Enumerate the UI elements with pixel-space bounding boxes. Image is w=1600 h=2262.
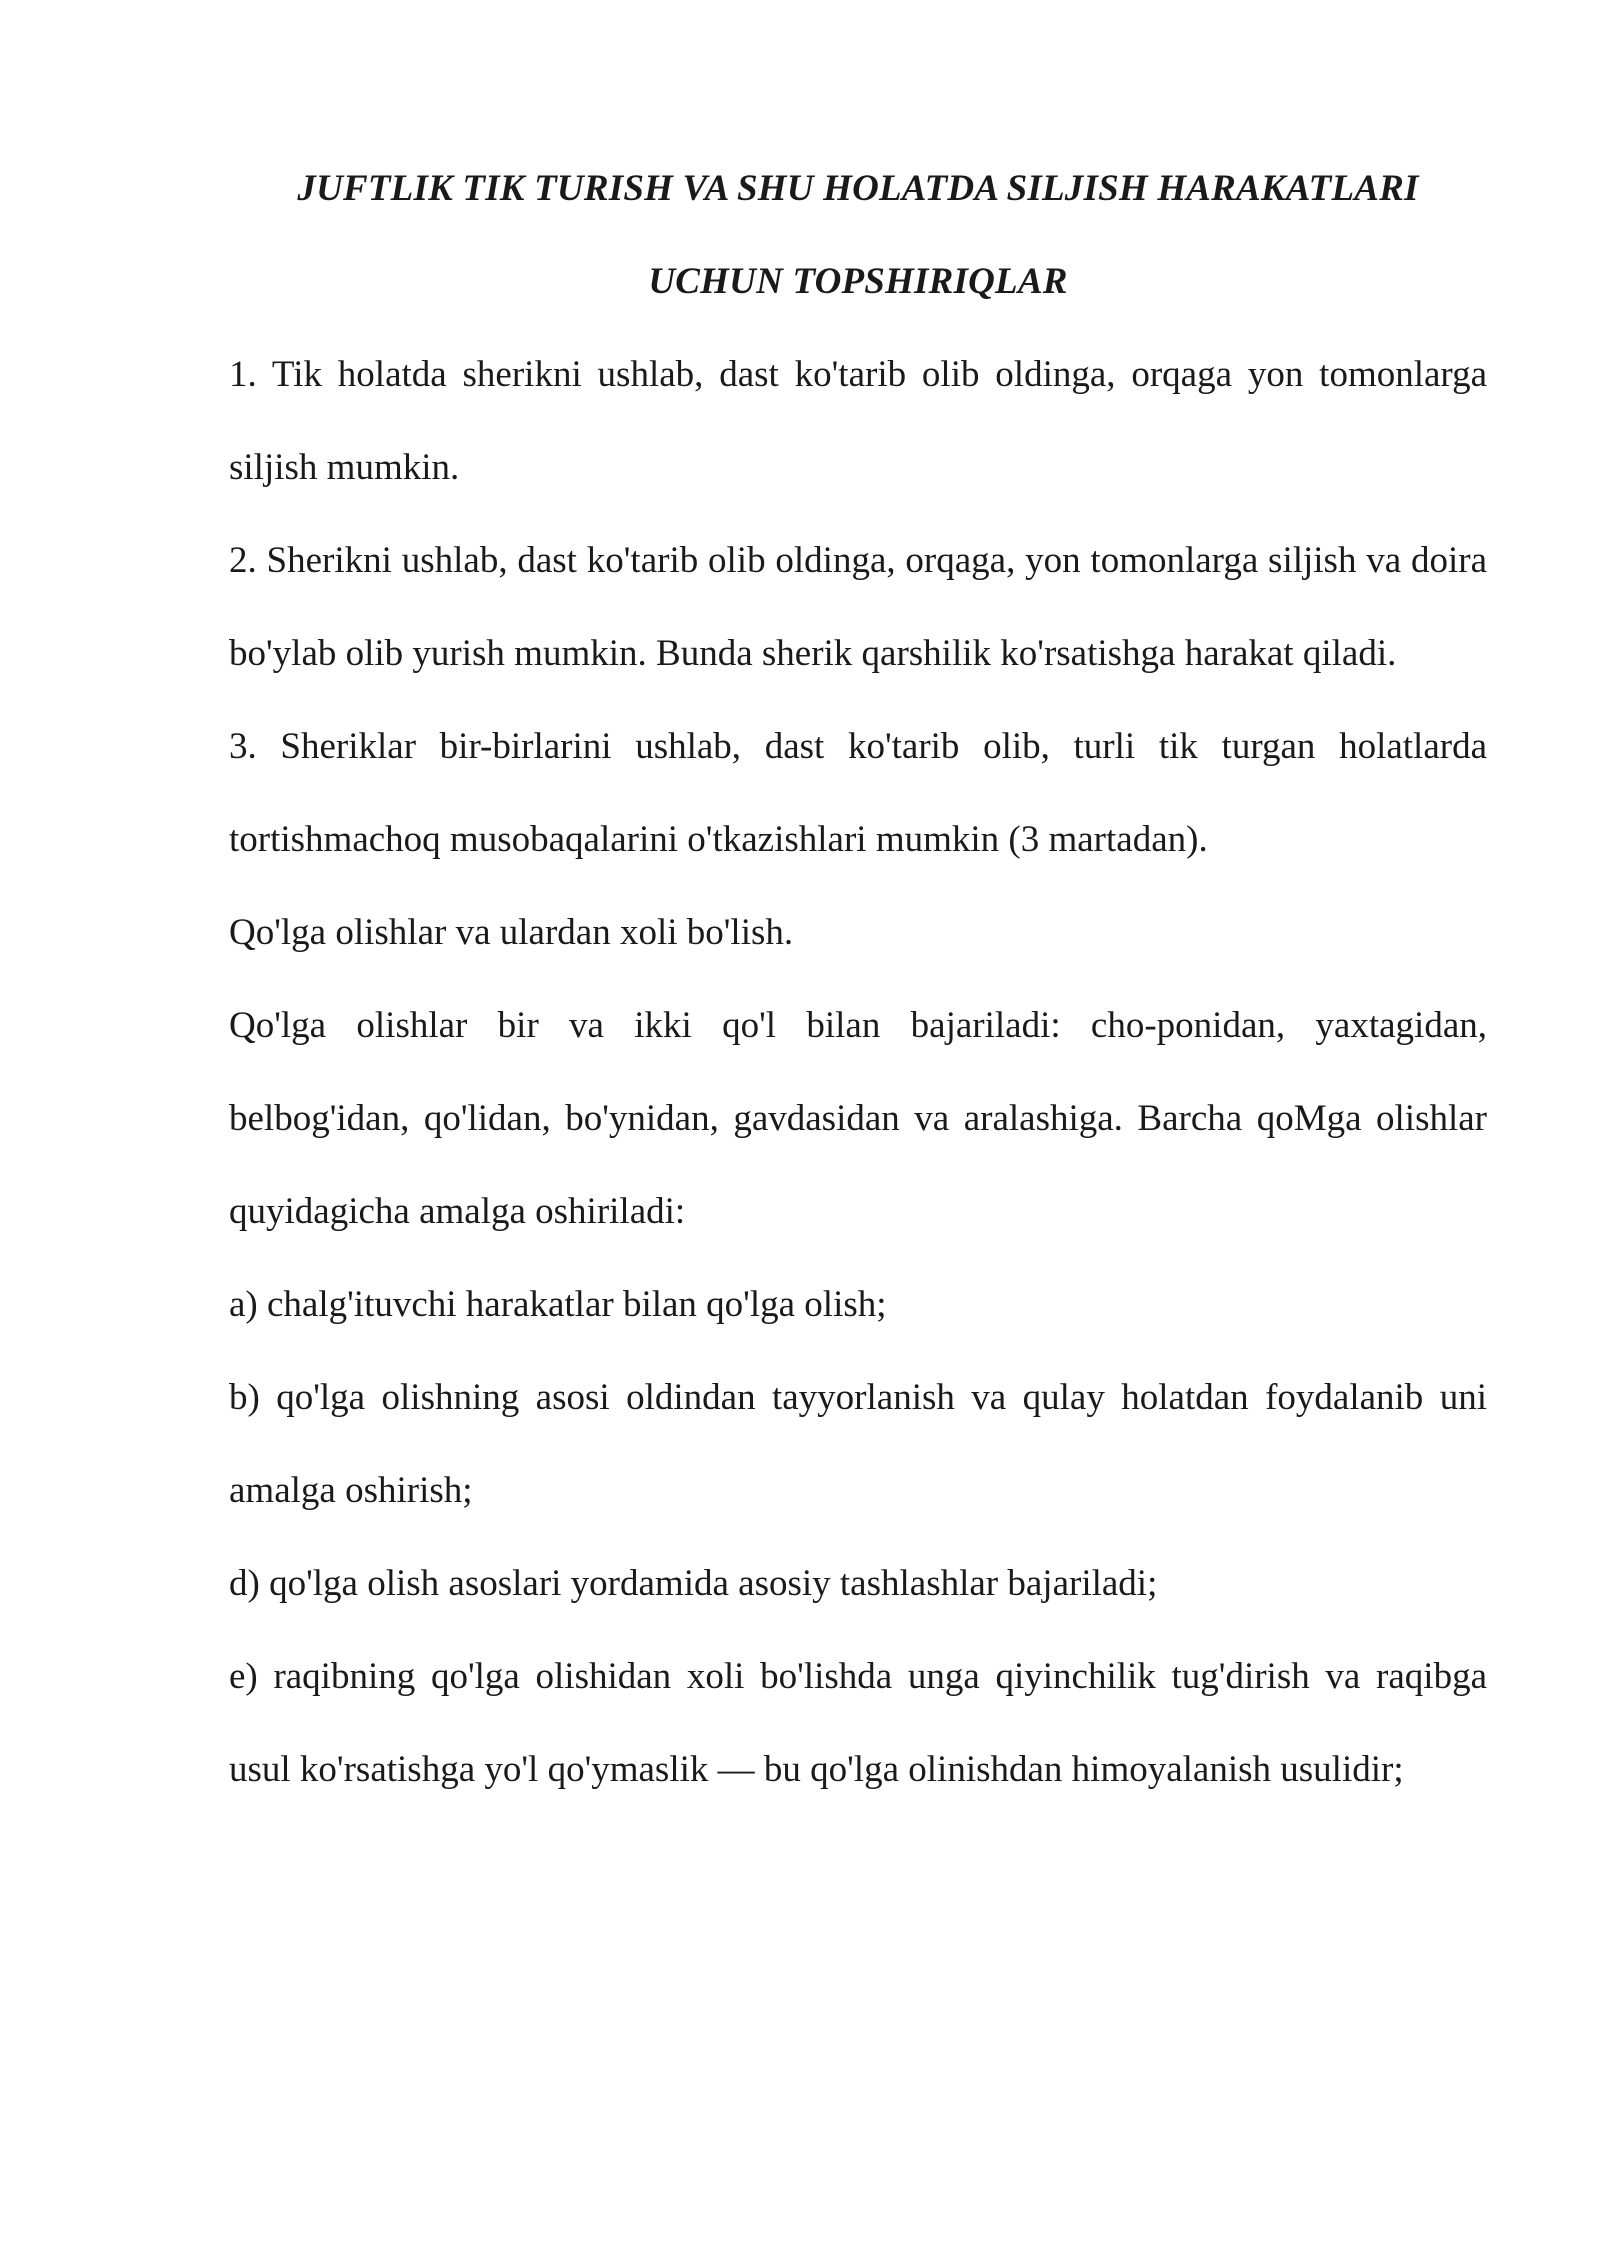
title-line-2: UCHUN TOPSHIRIQLAR: [648, 261, 1068, 302]
list-item-d: d) qo'lga olish asoslari yordamida asosiy tashlashlar bajariladi;: [229, 1563, 1158, 1604]
paragraph-4: Qo'lga olishlar bir va ikki qo'l bilan bajariladi: cho-ponidan, yaxtagidan, belbog'idan, qo'lidan, bo'ynidan, gavdasidan va aralashiga. Barcha qoMga olishlar quyidagicha amalga oshiriladi:: [229, 1005, 1487, 1232]
paragraph-1: 1. Tik holatda sherikni ushlab, dast ko'tarib olib oldinga, orqaga yon tomonlarga siljish mumkin.: [229, 354, 1487, 488]
section-heading: Qo'lga olishlar va ulardan xoli bo'lish.: [229, 912, 794, 953]
title-line-1: JUFTLIK TIK TURISH VA SHU HOLATDA SILJISH HARAKATLARI: [297, 168, 1419, 209]
paragraph-3: 3. Sheriklar bir-birlarini ushlab, dast ko'tarib olib, turli tik turgan holatlarda tortishmachoq musobaqalarini o'tkazishlari mumkin (3 martadan).: [229, 726, 1487, 860]
list-item-e: e) raqibning qo'lga olishidan xoli bo'lishda unga qiyinchilik tug'dirish va raqibga usul ko'rsatishga yo'l qo'ymaslik — bu qo'lga olinishdan himoyalanish usulidir;: [229, 1656, 1487, 1790]
list-item-b: b) qo'lga olishning asosi oldindan tayyorlanish va qulay holatdan foydalanib uni amalga oshirish;: [229, 1377, 1487, 1511]
list-item-a: a) chalg'ituvchi harakatlar bilan qo'lga olish;: [229, 1284, 887, 1325]
document-page: [229, 142, 1487, 1816]
paragraph-2: 2. Sherikni ushlab, dast ko'tarib olib oldinga, orqaga, yon tomonlarga siljish va doira bo'ylab olib yurish mumkin. Bunda sherik qarshilik ko'rsatishga harakat qiladi.: [229, 540, 1487, 674]
document-title: [229, 142, 1487, 328]
